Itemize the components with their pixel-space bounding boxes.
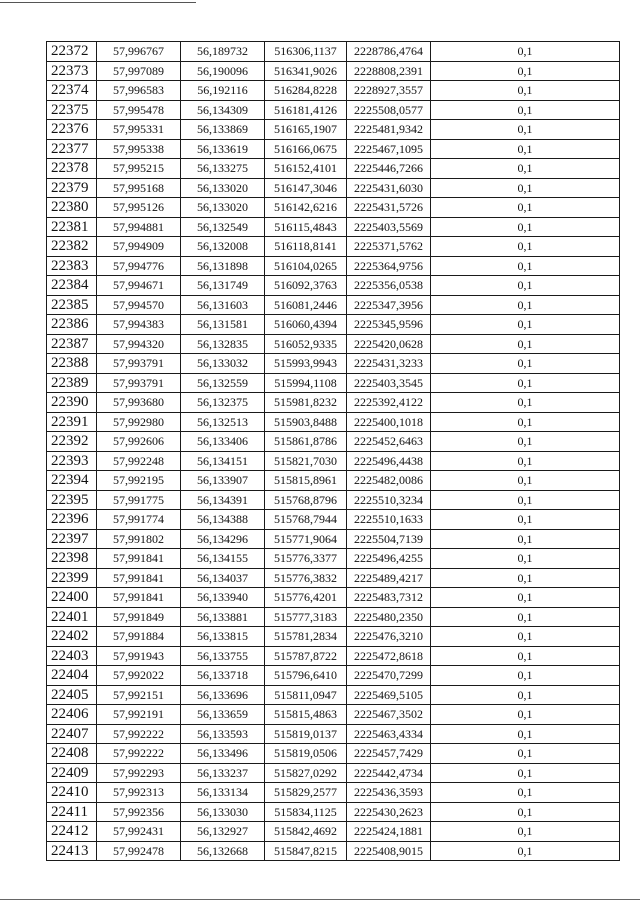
- x-coordinate-cell: 516284,8228: [265, 81, 347, 101]
- latitude-cell: 57,994320: [97, 334, 181, 354]
- point-number-cell: 22391: [47, 412, 97, 432]
- point-number-cell: 22406: [47, 705, 97, 725]
- accuracy-cell: 0,1: [431, 354, 620, 374]
- latitude-cell: 57,991849: [97, 607, 181, 627]
- y-coordinate-cell: 2225408,9015: [347, 841, 431, 861]
- longitude-cell: 56,133718: [181, 666, 265, 686]
- latitude-cell: 57,994671: [97, 276, 181, 296]
- latitude-cell: 57,992151: [97, 685, 181, 705]
- point-number-cell: 22401: [47, 607, 97, 627]
- accuracy-cell: 0,1: [431, 607, 620, 627]
- latitude-cell: 57,995338: [97, 139, 181, 159]
- longitude-cell: 56,192116: [181, 81, 265, 101]
- x-coordinate-cell: 516081,2446: [265, 295, 347, 315]
- table-row: [47, 42, 620, 62]
- x-coordinate-cell: 515796,6410: [265, 666, 347, 686]
- point-number-cell: 22386: [47, 315, 97, 335]
- longitude-cell: 56,132549: [181, 217, 265, 237]
- latitude-cell: 57,995478: [97, 100, 181, 120]
- longitude-cell: 56,189732: [181, 42, 265, 62]
- x-coordinate-cell: 516341,9026: [265, 61, 347, 81]
- y-coordinate-cell: 2225482,0086: [347, 471, 431, 491]
- y-coordinate-cell: 2225496,4255: [347, 549, 431, 569]
- accuracy-cell: 0,1: [431, 276, 620, 296]
- point-number-cell: 22379: [47, 178, 97, 198]
- table-row: [47, 510, 620, 530]
- accuracy-cell: 0,1: [431, 61, 620, 81]
- table-row: [47, 783, 620, 803]
- point-number-cell: 22378: [47, 159, 97, 179]
- point-number-cell: 22412: [47, 822, 97, 842]
- accuracy-cell: 0,1: [431, 159, 620, 179]
- latitude-cell: 57,993680: [97, 393, 181, 413]
- point-number-cell: 22402: [47, 627, 97, 647]
- y-coordinate-cell: 2225436,3593: [347, 783, 431, 803]
- longitude-cell: 56,134309: [181, 100, 265, 120]
- longitude-cell: 56,134151: [181, 451, 265, 471]
- point-number-cell: 22377: [47, 139, 97, 159]
- point-number-cell: 22394: [47, 471, 97, 491]
- point-number-cell: 22380: [47, 198, 97, 218]
- table-row: [47, 705, 620, 725]
- x-coordinate-cell: 516142,6216: [265, 198, 347, 218]
- latitude-cell: 57,991841: [97, 568, 181, 588]
- point-number-cell: 22411: [47, 802, 97, 822]
- point-number-cell: 22413: [47, 841, 97, 861]
- table-row: [47, 334, 620, 354]
- point-number-cell: 22390: [47, 393, 97, 413]
- y-coordinate-cell: 2225467,1095: [347, 139, 431, 159]
- table-row: [47, 763, 620, 783]
- x-coordinate-cell: 516165,1907: [265, 120, 347, 140]
- accuracy-cell: 0,1: [431, 198, 620, 218]
- y-coordinate-cell: 2225430,2623: [347, 802, 431, 822]
- x-coordinate-cell: 515787,8722: [265, 646, 347, 666]
- point-number-cell: 22381: [47, 217, 97, 237]
- accuracy-cell: 0,1: [431, 120, 620, 140]
- y-coordinate-cell: 2225403,3545: [347, 373, 431, 393]
- x-coordinate-cell: 515776,4201: [265, 588, 347, 608]
- y-coordinate-cell: 2225442,4734: [347, 763, 431, 783]
- y-coordinate-cell: 2228786,4764: [347, 42, 431, 62]
- accuracy-cell: 0,1: [431, 393, 620, 413]
- coordinates-table: [46, 41, 620, 861]
- accuracy-cell: 0,1: [431, 432, 620, 452]
- latitude-cell: 57,992195: [97, 471, 181, 491]
- longitude-cell: 56,132513: [181, 412, 265, 432]
- x-coordinate-cell: 515811,0947: [265, 685, 347, 705]
- x-coordinate-cell: 515994,1108: [265, 373, 347, 393]
- longitude-cell: 56,132375: [181, 393, 265, 413]
- latitude-cell: 57,991943: [97, 646, 181, 666]
- y-coordinate-cell: 2225403,5569: [347, 217, 431, 237]
- x-coordinate-cell: 515861,8786: [265, 432, 347, 452]
- longitude-cell: 56,133032: [181, 354, 265, 374]
- longitude-cell: 56,133134: [181, 783, 265, 803]
- y-coordinate-cell: 2225508,0577: [347, 100, 431, 120]
- accuracy-cell: 0,1: [431, 549, 620, 569]
- table-row: [47, 237, 620, 257]
- table-row: [47, 315, 620, 335]
- table-row: [47, 627, 620, 647]
- y-coordinate-cell: 2228808,2391: [347, 61, 431, 81]
- latitude-cell: 57,996583: [97, 81, 181, 101]
- longitude-cell: 56,133275: [181, 159, 265, 179]
- x-coordinate-cell: 515981,8232: [265, 393, 347, 413]
- table-row: [47, 451, 620, 471]
- x-coordinate-cell: 516060,4394: [265, 315, 347, 335]
- x-coordinate-cell: 515993,9943: [265, 354, 347, 374]
- point-number-cell: 22408: [47, 744, 97, 764]
- accuracy-cell: 0,1: [431, 627, 620, 647]
- point-number-cell: 22387: [47, 334, 97, 354]
- longitude-cell: 56,134155: [181, 549, 265, 569]
- longitude-cell: 56,134388: [181, 510, 265, 530]
- table-row: [47, 256, 620, 276]
- latitude-cell: 57,992022: [97, 666, 181, 686]
- longitude-cell: 56,133496: [181, 744, 265, 764]
- point-number-cell: 22400: [47, 588, 97, 608]
- longitude-cell: 56,132008: [181, 237, 265, 257]
- accuracy-cell: 0,1: [431, 510, 620, 530]
- point-number-cell: 22392: [47, 432, 97, 452]
- y-coordinate-cell: 2225469,5105: [347, 685, 431, 705]
- point-number-cell: 22396: [47, 510, 97, 530]
- table-row: [47, 276, 620, 296]
- latitude-cell: 57,994776: [97, 256, 181, 276]
- latitude-cell: 57,995331: [97, 120, 181, 140]
- table-row: [47, 61, 620, 81]
- point-number-cell: 22373: [47, 61, 97, 81]
- x-coordinate-cell: 515771,9064: [265, 529, 347, 549]
- latitude-cell: 57,994383: [97, 315, 181, 335]
- y-coordinate-cell: 2225452,6463: [347, 432, 431, 452]
- x-coordinate-cell: 516118,8141: [265, 237, 347, 257]
- longitude-cell: 56,131581: [181, 315, 265, 335]
- x-coordinate-cell: 515815,8961: [265, 471, 347, 491]
- table-row: [47, 666, 620, 686]
- accuracy-cell: 0,1: [431, 315, 620, 335]
- y-coordinate-cell: 2225392,4122: [347, 393, 431, 413]
- accuracy-cell: 0,1: [431, 178, 620, 198]
- point-number-cell: 22393: [47, 451, 97, 471]
- y-coordinate-cell: 2225483,7312: [347, 588, 431, 608]
- longitude-cell: 56,133869: [181, 120, 265, 140]
- accuracy-cell: 0,1: [431, 139, 620, 159]
- x-coordinate-cell: 515768,7944: [265, 510, 347, 530]
- longitude-cell: 56,131749: [181, 276, 265, 296]
- accuracy-cell: 0,1: [431, 42, 620, 62]
- latitude-cell: 57,992222: [97, 724, 181, 744]
- x-coordinate-cell: 516147,3046: [265, 178, 347, 198]
- table-row: [47, 432, 620, 452]
- accuracy-cell: 0,1: [431, 763, 620, 783]
- y-coordinate-cell: 2225476,3210: [347, 627, 431, 647]
- latitude-cell: 57,992191: [97, 705, 181, 725]
- coordinates-table-body: [47, 42, 620, 861]
- table-row: [47, 471, 620, 491]
- table-row: [47, 568, 620, 588]
- latitude-cell: 57,993791: [97, 373, 181, 393]
- latitude-cell: 57,992248: [97, 451, 181, 471]
- accuracy-cell: 0,1: [431, 217, 620, 237]
- latitude-cell: 57,992293: [97, 763, 181, 783]
- latitude-cell: 57,994909: [97, 237, 181, 257]
- latitude-cell: 57,991774: [97, 510, 181, 530]
- table-row: [47, 354, 620, 374]
- table-row: [47, 822, 620, 842]
- latitude-cell: 57,995126: [97, 198, 181, 218]
- longitude-cell: 56,133940: [181, 588, 265, 608]
- table-row: [47, 588, 620, 608]
- x-coordinate-cell: 515776,3377: [265, 549, 347, 569]
- accuracy-cell: 0,1: [431, 588, 620, 608]
- table-row: [47, 295, 620, 315]
- y-coordinate-cell: 2225472,8618: [347, 646, 431, 666]
- point-number-cell: 22403: [47, 646, 97, 666]
- accuracy-cell: 0,1: [431, 841, 620, 861]
- point-number-cell: 22388: [47, 354, 97, 374]
- point-number-cell: 22407: [47, 724, 97, 744]
- point-number-cell: 22376: [47, 120, 97, 140]
- y-coordinate-cell: 2225371,5762: [347, 237, 431, 257]
- latitude-cell: 57,991841: [97, 549, 181, 569]
- y-coordinate-cell: 2225480,2350: [347, 607, 431, 627]
- table-row: [47, 81, 620, 101]
- longitude-cell: 56,133030: [181, 802, 265, 822]
- longitude-cell: 56,131898: [181, 256, 265, 276]
- x-coordinate-cell: 515819,0506: [265, 744, 347, 764]
- y-coordinate-cell: 2225467,3502: [347, 705, 431, 725]
- latitude-cell: 57,991775: [97, 490, 181, 510]
- latitude-cell: 57,992222: [97, 744, 181, 764]
- latitude-cell: 57,995215: [97, 159, 181, 179]
- longitude-cell: 56,132668: [181, 841, 265, 861]
- point-number-cell: 22409: [47, 763, 97, 783]
- y-coordinate-cell: 2225420,0628: [347, 334, 431, 354]
- accuracy-cell: 0,1: [431, 783, 620, 803]
- longitude-cell: 56,134037: [181, 568, 265, 588]
- accuracy-cell: 0,1: [431, 802, 620, 822]
- x-coordinate-cell: 515768,8796: [265, 490, 347, 510]
- accuracy-cell: 0,1: [431, 646, 620, 666]
- accuracy-cell: 0,1: [431, 529, 620, 549]
- longitude-cell: 56,131603: [181, 295, 265, 315]
- longitude-cell: 56,190096: [181, 61, 265, 81]
- x-coordinate-cell: 515903,8488: [265, 412, 347, 432]
- accuracy-cell: 0,1: [431, 373, 620, 393]
- longitude-cell: 56,132559: [181, 373, 265, 393]
- latitude-cell: 57,997089: [97, 61, 181, 81]
- table-row: [47, 100, 620, 120]
- y-coordinate-cell: 2225504,7139: [347, 529, 431, 549]
- longitude-cell: 56,133696: [181, 685, 265, 705]
- top-rule: [0, 2, 196, 3]
- point-number-cell: 22385: [47, 295, 97, 315]
- table-row: [47, 412, 620, 432]
- point-number-cell: 22399: [47, 568, 97, 588]
- accuracy-cell: 0,1: [431, 295, 620, 315]
- latitude-cell: 57,991841: [97, 588, 181, 608]
- point-number-cell: 22404: [47, 666, 97, 686]
- longitude-cell: 56,133020: [181, 178, 265, 198]
- longitude-cell: 56,133881: [181, 607, 265, 627]
- accuracy-cell: 0,1: [431, 412, 620, 432]
- x-coordinate-cell: 516115,4843: [265, 217, 347, 237]
- point-number-cell: 22398: [47, 549, 97, 569]
- x-coordinate-cell: 516092,3763: [265, 276, 347, 296]
- y-coordinate-cell: 2225489,4217: [347, 568, 431, 588]
- latitude-cell: 57,992431: [97, 822, 181, 842]
- y-coordinate-cell: 2225431,3233: [347, 354, 431, 374]
- point-number-cell: 22395: [47, 490, 97, 510]
- table-row: [47, 802, 620, 822]
- longitude-cell: 56,133593: [181, 724, 265, 744]
- longitude-cell: 56,134391: [181, 490, 265, 510]
- accuracy-cell: 0,1: [431, 685, 620, 705]
- x-coordinate-cell: 516306,1137: [265, 42, 347, 62]
- y-coordinate-cell: 2228927,3557: [347, 81, 431, 101]
- table-row: [47, 490, 620, 510]
- longitude-cell: 56,133237: [181, 763, 265, 783]
- accuracy-cell: 0,1: [431, 100, 620, 120]
- table-row: [47, 607, 620, 627]
- x-coordinate-cell: 515834,1125: [265, 802, 347, 822]
- table-row: [47, 198, 620, 218]
- latitude-cell: 57,996767: [97, 42, 181, 62]
- accuracy-cell: 0,1: [431, 237, 620, 257]
- accuracy-cell: 0,1: [431, 724, 620, 744]
- y-coordinate-cell: 2225345,9596: [347, 315, 431, 335]
- latitude-cell: 57,995168: [97, 178, 181, 198]
- accuracy-cell: 0,1: [431, 705, 620, 725]
- x-coordinate-cell: 515781,2834: [265, 627, 347, 647]
- point-number-cell: 22384: [47, 276, 97, 296]
- table-row: [47, 744, 620, 764]
- longitude-cell: 56,133907: [181, 471, 265, 491]
- latitude-cell: 57,992980: [97, 412, 181, 432]
- longitude-cell: 56,133659: [181, 705, 265, 725]
- latitude-cell: 57,991884: [97, 627, 181, 647]
- longitude-cell: 56,132927: [181, 822, 265, 842]
- accuracy-cell: 0,1: [431, 81, 620, 101]
- accuracy-cell: 0,1: [431, 451, 620, 471]
- y-coordinate-cell: 2225496,4438: [347, 451, 431, 471]
- latitude-cell: 57,992313: [97, 783, 181, 803]
- x-coordinate-cell: 516104,0265: [265, 256, 347, 276]
- longitude-cell: 56,134296: [181, 529, 265, 549]
- accuracy-cell: 0,1: [431, 490, 620, 510]
- y-coordinate-cell: 2225481,9342: [347, 120, 431, 140]
- longitude-cell: 56,133406: [181, 432, 265, 452]
- accuracy-cell: 0,1: [431, 666, 620, 686]
- accuracy-cell: 0,1: [431, 471, 620, 491]
- table-row: [47, 139, 620, 159]
- x-coordinate-cell: 515847,8215: [265, 841, 347, 861]
- point-number-cell: 22389: [47, 373, 97, 393]
- table-row: [47, 841, 620, 861]
- table-row: [47, 685, 620, 705]
- accuracy-cell: 0,1: [431, 744, 620, 764]
- point-number-cell: 22374: [47, 81, 97, 101]
- latitude-cell: 57,994881: [97, 217, 181, 237]
- x-coordinate-cell: 515842,4692: [265, 822, 347, 842]
- y-coordinate-cell: 2225347,3956: [347, 295, 431, 315]
- bottom-rule: [0, 899, 640, 900]
- x-coordinate-cell: 515829,2577: [265, 783, 347, 803]
- y-coordinate-cell: 2225446,7266: [347, 159, 431, 179]
- x-coordinate-cell: 516181,4126: [265, 100, 347, 120]
- longitude-cell: 56,133815: [181, 627, 265, 647]
- y-coordinate-cell: 2225431,6030: [347, 178, 431, 198]
- table-row: [47, 178, 620, 198]
- longitude-cell: 56,133755: [181, 646, 265, 666]
- point-number-cell: 22405: [47, 685, 97, 705]
- x-coordinate-cell: 515819,0137: [265, 724, 347, 744]
- latitude-cell: 57,994570: [97, 295, 181, 315]
- x-coordinate-cell: 515827,0292: [265, 763, 347, 783]
- x-coordinate-cell: 516166,0675: [265, 139, 347, 159]
- point-number-cell: 22383: [47, 256, 97, 276]
- latitude-cell: 57,992356: [97, 802, 181, 822]
- table-row: [47, 529, 620, 549]
- y-coordinate-cell: 2225364,9756: [347, 256, 431, 276]
- x-coordinate-cell: 516152,4101: [265, 159, 347, 179]
- table-row: [47, 217, 620, 237]
- y-coordinate-cell: 2225424,1881: [347, 822, 431, 842]
- point-number-cell: 22382: [47, 237, 97, 257]
- x-coordinate-cell: 516052,9335: [265, 334, 347, 354]
- latitude-cell: 57,992478: [97, 841, 181, 861]
- x-coordinate-cell: 515777,3183: [265, 607, 347, 627]
- table-row: [47, 646, 620, 666]
- table-row: [47, 393, 620, 413]
- point-number-cell: 22397: [47, 529, 97, 549]
- y-coordinate-cell: 2225431,5726: [347, 198, 431, 218]
- y-coordinate-cell: 2225510,1633: [347, 510, 431, 530]
- latitude-cell: 57,992606: [97, 432, 181, 452]
- longitude-cell: 56,132835: [181, 334, 265, 354]
- latitude-cell: 57,993791: [97, 354, 181, 374]
- table-row: [47, 549, 620, 569]
- accuracy-cell: 0,1: [431, 568, 620, 588]
- accuracy-cell: 0,1: [431, 256, 620, 276]
- y-coordinate-cell: 2225457,7429: [347, 744, 431, 764]
- longitude-cell: 56,133020: [181, 198, 265, 218]
- point-number-cell: 22372: [47, 42, 97, 62]
- x-coordinate-cell: 515815,4863: [265, 705, 347, 725]
- accuracy-cell: 0,1: [431, 822, 620, 842]
- point-number-cell: 22375: [47, 100, 97, 120]
- y-coordinate-cell: 2225463,4334: [347, 724, 431, 744]
- point-number-cell: 22410: [47, 783, 97, 803]
- y-coordinate-cell: 2225356,0538: [347, 276, 431, 296]
- longitude-cell: 56,133619: [181, 139, 265, 159]
- table-row: [47, 724, 620, 744]
- accuracy-cell: 0,1: [431, 334, 620, 354]
- x-coordinate-cell: 515821,7030: [265, 451, 347, 471]
- y-coordinate-cell: 2225510,3234: [347, 490, 431, 510]
- table-row: [47, 373, 620, 393]
- y-coordinate-cell: 2225400,1018: [347, 412, 431, 432]
- latitude-cell: 57,991802: [97, 529, 181, 549]
- x-coordinate-cell: 515776,3832: [265, 568, 347, 588]
- y-coordinate-cell: 2225470,7299: [347, 666, 431, 686]
- table-row: [47, 159, 620, 179]
- table-row: [47, 120, 620, 140]
